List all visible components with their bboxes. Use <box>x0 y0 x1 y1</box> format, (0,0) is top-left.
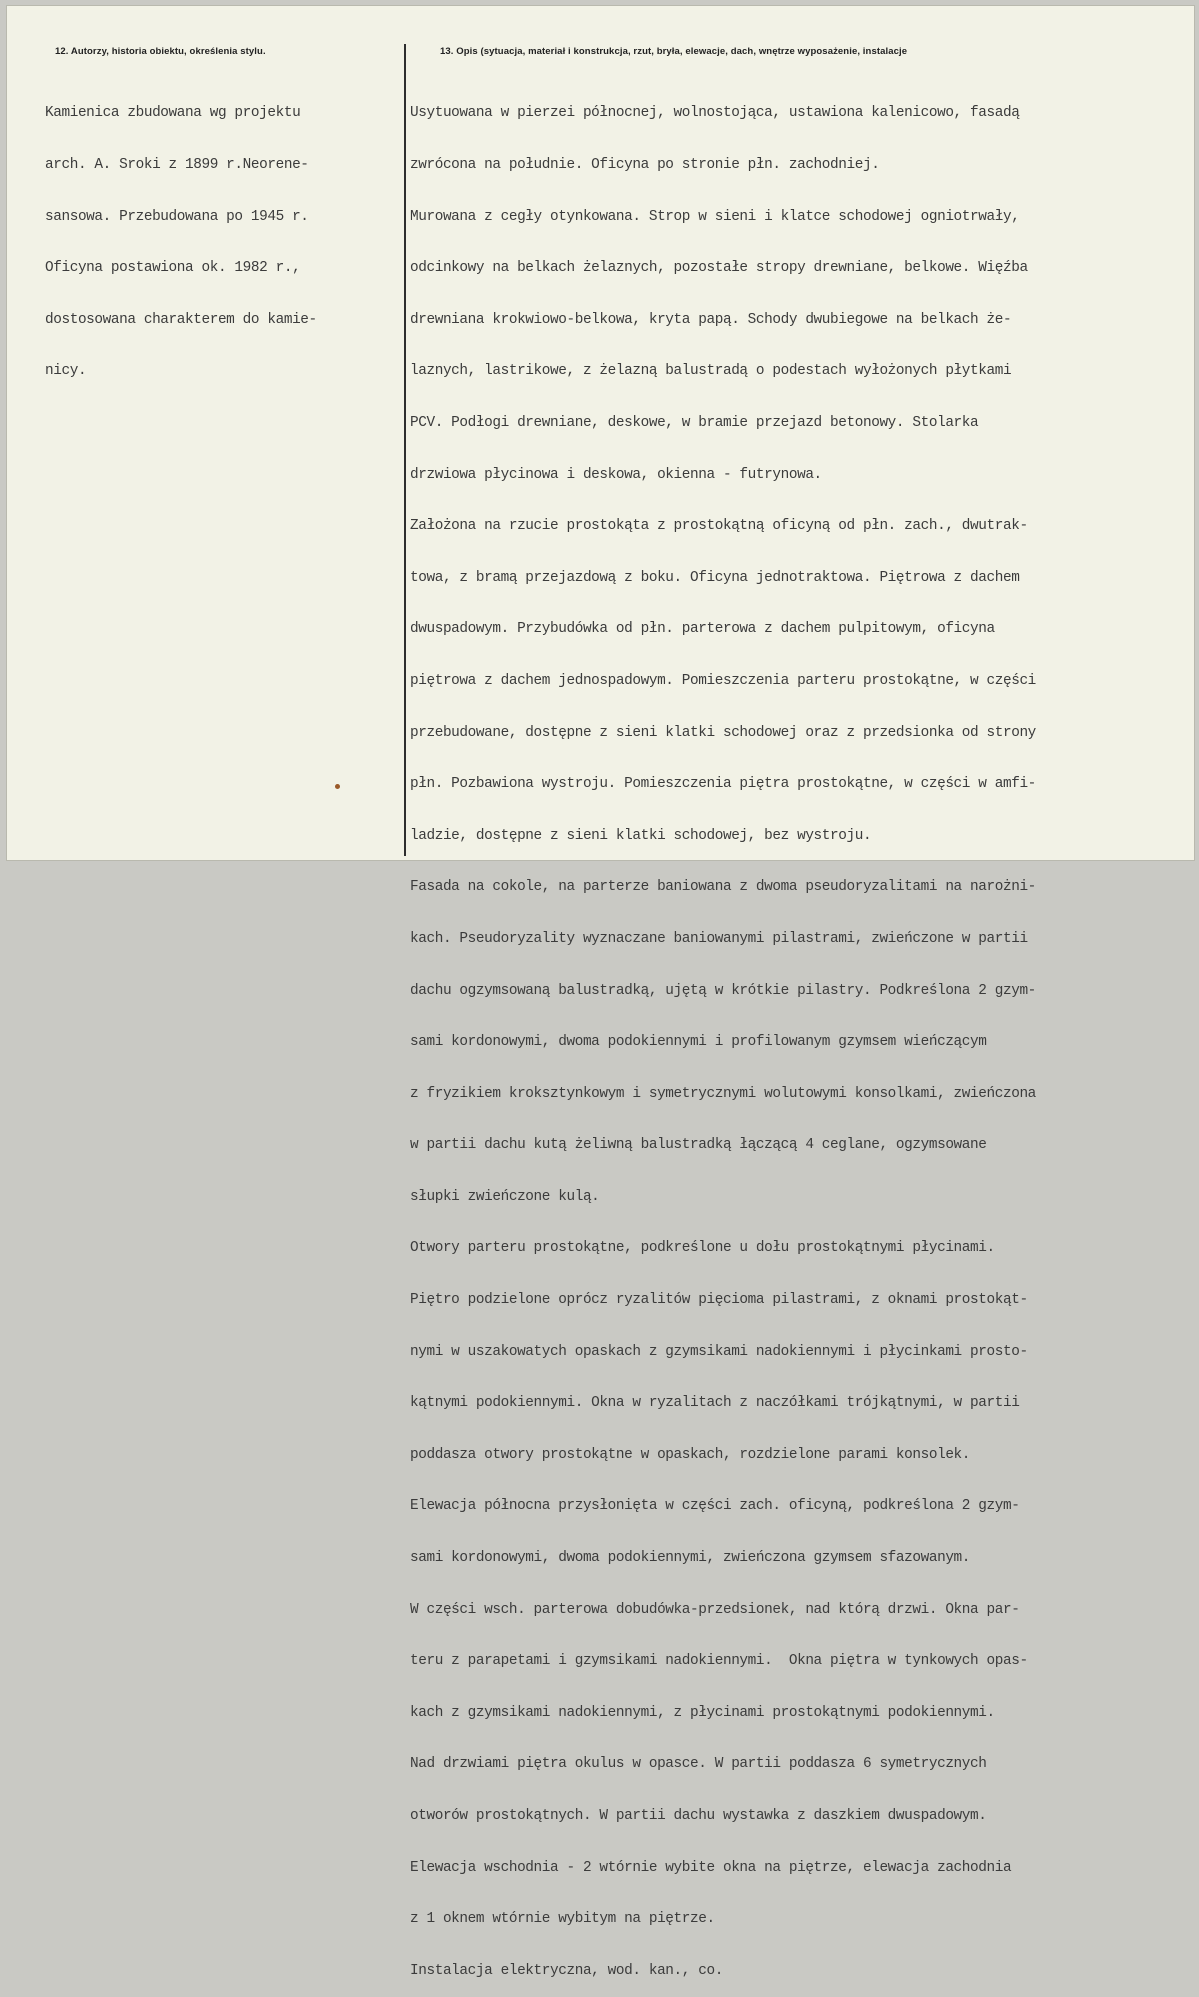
text-line: kach. Pseudoryzality wyznaczane baniowanymi pilastrami, zwieńczone w partii <box>410 930 1028 947</box>
text-line: Elewacja wschodnia - 2 wtórnie wybite okna na piętrze, elewacja zachodnia <box>410 1859 1012 1876</box>
text-line: sami kordonowymi, dwoma podokiennymi i profilowanym gzymsem wieńczącym <box>410 1034 987 1051</box>
text-line: dostosowana charakterem do kamie- <box>45 311 317 328</box>
text-line: Murowana z cegły otynkowana. Strop w sieni i klatce schodowej ogniotrwały, <box>410 208 1020 225</box>
text-line: z 1 oknem wtórnie wybitym na piętrze. <box>410 1911 715 1928</box>
text-line: poddasza otwory prostokątne w opaskach, rozdzielone parami konsolek. <box>410 1446 971 1463</box>
text-line: Oficyna postawiona ok. 1982 r., <box>45 260 301 277</box>
section-12-header: 12. Autorzy, historia obiektu, określenia stylu. <box>55 46 266 57</box>
text-line: sami kordonowymi, dwoma podokiennymi, zwieńczona gzymsem sfazowanym. <box>410 1550 971 1567</box>
text-line: płn. Pozbawiona wystroju. Pomieszczenia piętra prostokątne, w części w amfi- <box>410 776 1036 793</box>
text-line: drzwiowa płycinowa i deskowa, okienna - futrynowa. <box>410 466 822 483</box>
text-line: Nad drzwiami piętra okulus w opasce. W partii poddasza 6 symetrycznych <box>410 1756 987 1773</box>
text-line: Usytuowana w pierzei północnej, wolnostojąca, ustawiona kalenicowo, fasadą <box>410 105 1020 122</box>
text-line: piętrowa z dachem jednospadowym. Pomieszczenia parteru prostokątne, w części <box>410 672 1036 689</box>
text-line: Piętro podzielone oprócz ryzalitów pięcioma pilastrami, z oknami prostokąt- <box>410 1292 1028 1309</box>
text-line: zwrócona na południe. Oficyna po stronie płn. zachodniej. <box>410 157 880 173</box>
text-line: w partii dachu kutą żeliwną balustradką łączącą 4 ceglane, ogzymsowane <box>410 1137 987 1154</box>
text-line: słupki zwieńczone kulą. <box>410 1188 600 1205</box>
text-line: Instalacja elektryczna, wod. kan., co. <box>410 1962 723 1979</box>
text-line: kach z gzymsikami nadokiennymi, z płycinami prostokątnymi podokiennymi. <box>410 1704 995 1721</box>
section-13-text <box>410 71 1036 1997</box>
text-line: Elewacja północna przysłonięta w części zach. oficyną, podkreślona 2 gzym- <box>410 1498 1020 1515</box>
text-line: drewniana krokwiowo-belkowa, kryta papą. Schody dwubiegowe na belkach że- <box>410 311 1012 328</box>
text-line: Założona na rzucie prostokąta z prostokątną oficyną od płn. zach., dwutrak- <box>410 518 1028 535</box>
text-line: dwuspadowym. Przybudówka od płn. parterowa z dachem pulpitowym, oficyna <box>410 621 995 638</box>
text-line: Fasada na cokole, na parterze baniowana z dwoma pseudoryzalitami na narożni- <box>410 879 1036 896</box>
text-line: przebudowane, dostępne z sieni klatki schodowej oraz z przedsionka od strony <box>410 724 1036 741</box>
text-line: laznych, lastrikowe, z żelazną balustradą o podestach wyłożonych płytkami <box>410 363 1012 380</box>
text-line: z fryzikiem kroksztynkowym i symetrycznymi wolutowymi konsolkami, zwieńczona <box>410 1085 1036 1102</box>
section-13-header: 13. Opis (sytuacja, materiał i konstrukcja, rzut, bryła, elewacje, dach, wnętrze wyposażenie, instalacje <box>440 46 908 57</box>
text-line: sansowa. Przebudowana po 1945 r. <box>45 208 309 225</box>
text-line: Otwory parteru prostokątne, podkreślone u dołu prostokątnymi płycinami. <box>410 1240 995 1257</box>
text-line: PCV. Podłogi drewniane, deskowe, w bramie przejazd betonowy. Stolarka <box>410 414 979 431</box>
text-line: kątnymi podokiennymi. Okna w ryzalitach z naczółkami trójkątnymi, w partii <box>410 1395 1020 1412</box>
text-line: odcinkowy na belkach żelaznych, pozostałe stropy drewniane, belkowe. Więźba <box>410 260 1028 277</box>
text-line: towa, z bramą przejazdową z boku. Oficyna jednotraktowa. Piętrowa z dachem <box>410 569 1020 586</box>
text-line: W części wsch. parterowa dobudówka-przedsionek, nad którą drzwi. Okna par- <box>410 1601 1020 1618</box>
text-line: otworów prostokątnych. W partii dachu wystawka z daszkiem dwuspadowym. <box>410 1808 987 1824</box>
ink-dot <box>335 784 340 789</box>
column-divider <box>404 44 406 856</box>
text-line: teru z parapetami i gzymsikami nadokiennymi. Okna piętra w tynkowych opas- <box>410 1653 1028 1670</box>
text-line: Kamienica zbudowana wg projektu <box>45 105 301 122</box>
text-line: dachu ogzymsowaną balustradką, ujętą w krótkie pilastry. Podkreślona 2 gzym- <box>410 982 1036 999</box>
text-line: nicy. <box>45 363 87 380</box>
text-line: ladzie, dostępne z sieni klatki schodowej, bez wystroju. <box>410 827 872 844</box>
section-12-text <box>45 71 317 398</box>
text-line: nymi w uszakowatych opaskach z gzymsikami nadokiennymi i płycinkami prosto- <box>410 1343 1028 1360</box>
text-line: arch. A. Sroki z 1899 r.Neorene- <box>45 157 309 173</box>
